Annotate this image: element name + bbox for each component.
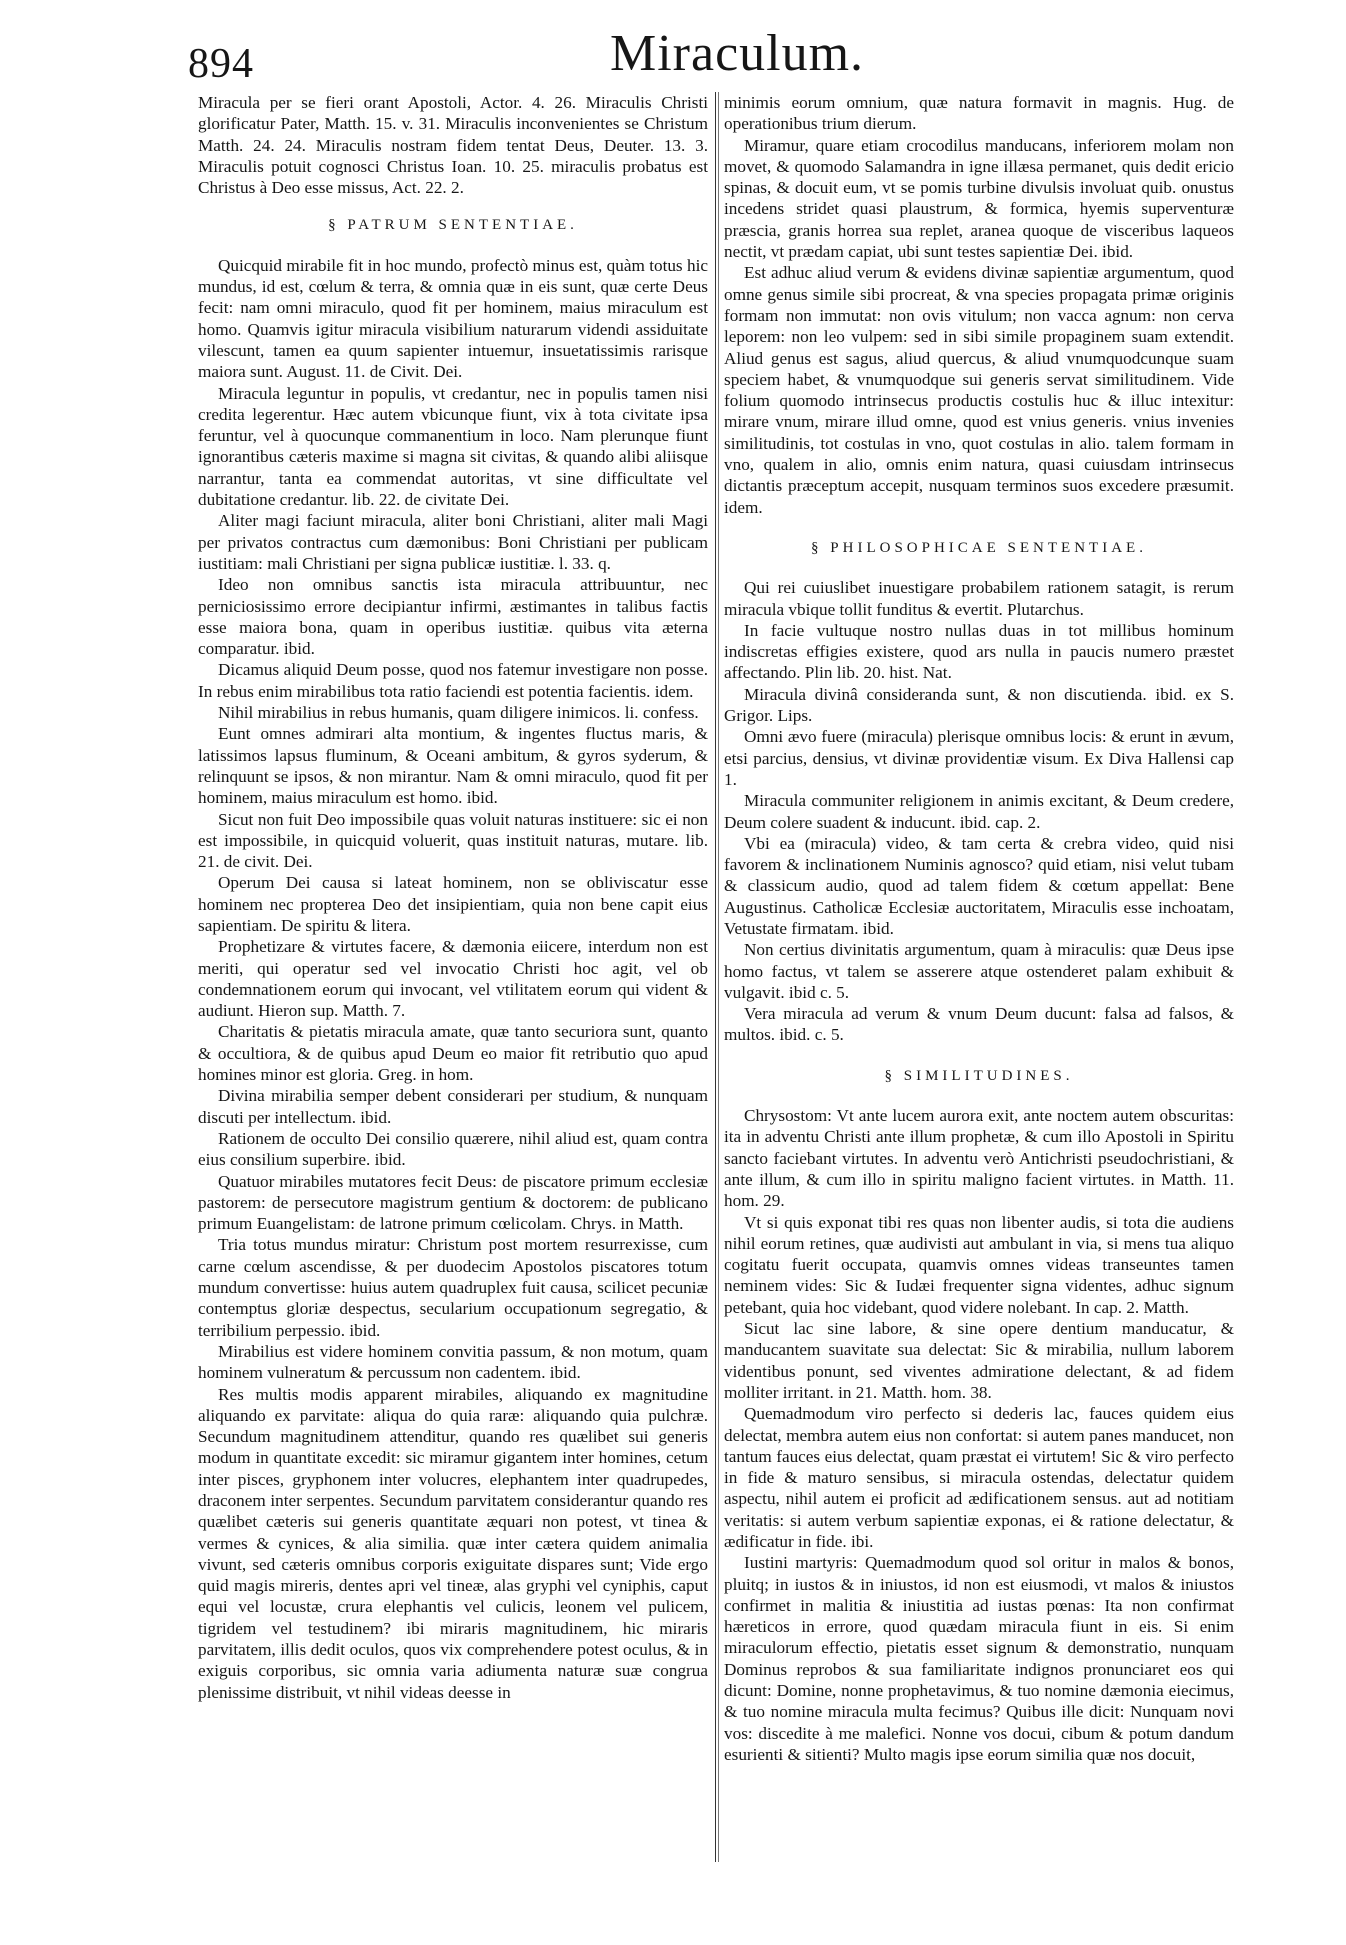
section-heading: § SIMILITUDINES. xyxy=(884,1067,1074,1084)
paragraph: Ideo non omnibus sanctis ista miracula attribuuntur, nec perniciosissimo errore decipiantur infirmi, æstimantes in talibus factis esse maiora bona, quam in operibus iustitiæ. quibus vita æterna comparatur. ibid. xyxy=(198,575,708,659)
paragraph: Aliter magi faciunt miracula, aliter boni Christiani, aliter mali Magi per privatos contractus cum dæmonibus: Boni Christiani per publicam iustitiam: mali Christiani per signa publicæ iustitiæ. l. 33. q. xyxy=(198,511,708,573)
philosophical-paragraphs xyxy=(724,577,1234,1046)
paragraph: Prophetizare & virtutes facere, & dæmonia eiicere, interdum non est meriti, qui operatur sed vel invocatio Christi hoc agit, vel ob condemnationem eorum qui invocant, vel vtilitatem eorum qui vident & audiunt. Hieron sup. Matth. 7. xyxy=(198,937,708,1021)
paragraph: Dicamus aliquid Deum posse, quod nos fatemur investigare non posse. In rebus enim mirabilibus tota ratio faciendi est potentia facientis. idem. xyxy=(198,660,708,701)
paragraph: Qui rei cuiuslibet inuestigare probabilem rationem satagit, is rerum miracula vbique tollit funditus & evertit. Plutarchus. xyxy=(724,578,1234,619)
paragraph: Miracula communiter religionem in animis excitant, & Deum credere, Deum colere suadent & inducunt. ibid. cap. 2. xyxy=(724,791,1234,832)
paragraph: Miramur, quare etiam crocodilus manducans, inferiorem molam non movet, & quomodo Salamandra in igne illæsa permanet, quis dedit ericio spinas, & docuit eum, vt se pomis turbine divulsis involuat quib. onustus incedens stridet quasi plaustrum, & formica, hyemis superventuræ præscia, granis horrea sua replet, aranea quoque de visceribus laqueos nectit, vt prædam capiat, ubi sunt testes sapientiæ Dei. ibid. xyxy=(724,135,1234,262)
running-head: Miraculum. xyxy=(610,25,865,82)
paragraph: Omni ævo fuere (miracula) plerisque omnibus locis: & erunt in ævum, etsi parcius, densius, vt divinæ providentiæ visum. Ex Diva Hallensi cap 1. xyxy=(724,727,1234,789)
paragraph: Miracula leguntur in populis, vt credantur, nec in populis tamen nisi credita legerentur. Hæc autem vbicunque fiunt, vix à tota civitate ipsa feruntur, vel à quocunque commanentium in loco. Nam plerunque fiunt ignorantibus cæteris maxime si magna sit civitas, & quando alibi aliisque narrantur, tanta ea commendat autoritas, vt sine difficultate vel dubitatione credantur. lib. 22. de civitate Dei. xyxy=(198,383,708,510)
paragraph: Eunt omnes admirari alta montium, & ingentes fluctus maris, & latissimos lapsus fluminum, & Oceani ambitum, & gyros syderum, & relinquunt se ipsos, & non mirantur. Nam & omni miraculo, quod fit per hominem, maius miraculum est homo. ibid. xyxy=(198,724,708,808)
page-number: 894 xyxy=(188,41,254,87)
column-divider-inner xyxy=(718,92,719,1862)
similitude-paragraphs xyxy=(724,1105,1234,1765)
paragraph: Operum Dei causa si lateat hominem, non se obliviscatur esse hominem nec propterea Deo det insipientiam, quia non bene capit eius sapientiam. De spiritu & litera. xyxy=(198,873,708,935)
section-heading: § PHILOSOPHICAE SENTENTIAE. xyxy=(811,539,1147,556)
paragraph: Nihil mirabilius in rebus humanis, quam diligere inimicos. li. confess. xyxy=(218,703,699,723)
left-column xyxy=(198,92,708,1703)
paragraph: Est adhuc aliud verum & evidens divinæ sapientiæ argumentum, quod omne genus simile sibi procreat, & vna species propagata primæ originis formam non immutat: non ovis vitulum; non vacca agnum: non cerva leporem: non leo vulpem: sed in sibi simile propaginem suam extendit. Aliud genus est sagus, aliud quercus, & aliud vnumquodcunque suam speciem habet, & vnumquodque sui generis servat similitudinem. Vide folium quomodo intrinsecus productis costulis huc & illuc intexitur: mirare vnum, mirare illud omne, quod est vnius generis. vnius invenies similitudinis, tot costulas in vno, quot costulas in alio. talem formam in vno, qualem in alio, omnis enim natura, quasi cuiusdam intrinsecus dictantis præceptum accepit, nusquam terminos suos excedere præsumit. idem. xyxy=(724,263,1234,517)
paragraph: Vt si quis exponat tibi res quas non libenter audis, si tota die audiens nihil eorum retines, quæ audivisti aut ambulant in via, si mens tua aliquo cogitatu fuerit occupata, quamvis omnes videas transeuntes tamen neminem vides: Sic & Iudæi frequenter signa videntes, adhuc signum petebant, quia hoc videbant, quod videre nolebant. In cap. 2. Matth. xyxy=(724,1212,1234,1317)
paragraph: Sicut lac sine labore, & sine opere dentium manducatur, & manducantem suavitate sua delectat: Sic & mirabilia, nullum laborem videntibus ponunt, sed viventes admiratione delectant, & ad fidem molliter irritant. in 21. Matth. hom. 38. xyxy=(724,1319,1234,1402)
paragraph: Quicquid mirabile fit in hoc mundo, profectò minus est, quàm totus hic mundus, id est, cœlum & terra, & omnia quæ in eis sunt, quæ certe Deus fecit: nam omni miraculo, quod fit per hominem, maius miraculum est homo. Quamvis igitur miracula visibilium naturarum videndi assiduitate vilescunt, tamen ea quum sapienter intuemur, insuetatissimis rarisque maiora sunt. August. 11. de Civit. Dei. xyxy=(198,255,708,382)
paragraph: Rationem de occulto Dei consilio quærere, nihil aliud est, quam contra eius consilium superbire. ibid. xyxy=(198,1128,708,1170)
paragraph: Res multis modis apparent mirabiles, aliquando ex magnitudine aliquando ex parvitate: aliqua do quia raræ: aliquando quia pulchræ. Secundum magnitudinem attenditur, quando res quælibet sui generis modum in quantitate excedit: sic miramur gigantem inter homines, cetum inter pisces, gryphonem inter volucres, elephantem inter quadrupedes, draconem inter serpentes. Secundum parvitatem considerantur quando res quælibet cæteris sui generis quantitate æquari non potest, vt tinea & vermes & cynices, & alia similia. quæ inter cætera quidem animalia vivunt, sed cæteris omnibus corporis exiguitate dispares sunt; Vide ergo quid magis mireris, dentes apri vel tineæ, alas gryphi vel cyniphis, caput equi vel locustæ, crura elephantis vel culicis, leonem vel pulicem, tigridem vel testudinem? ibi miraris magnitudinem, hic miraris parvitatem, illis dedit oculos, quos vix comprehendere potest oculus, & in exiguis corporibus, sic omnia varia adiumenta naturæ suæ congrua plenissime distribuit, vt nihil videas deesse in xyxy=(198,1384,708,1702)
paragraph: Iustini martyris: Quemadmodum quod sol oritur in malos & bonos, pluitq; in iustos & in iniustos, id non est eiusmodi, vt malos & iniustos confirmet in malitia & iniustitia ad iustas pœnas: Ita non confirmat hæreticos in errore, quod quædam miracula fiunt in eis. Si enim miraculorum effectio, pietatis esset signum & demonstratio, nunquam Dominus reprobos & sua familiaritate indignos pronunciaret eos qui dicunt: Domine, nonne prophetavimus, & tuo nomine dæmonia eiecimus, & tuo nomine miracula multa fecimus? Quibus ille dicit: Nunquam novi vos: discedite à me malefici. Nonne vos docui, cibum & potum dandum esurienti & sitienti? Multo magis ipse eorum similia quæ nos docuit, xyxy=(724,1553,1234,1764)
patristic-paragraphs-continued xyxy=(724,135,1234,518)
paragraph: Tria totus mundus miratur: Christum post mortem resurrexisse, cum carne cœlum ascendisse, & per duodecim Apostolos piscatores totum mundum convertisse: huius autem quadruplex fuit causa, scilicet pecuniæ contemptus gloriæ despectus, secularium occupationum segregatio, & terribilium perpessio. ibid. xyxy=(198,1235,708,1340)
paragraph: Chrysostom: Vt ante lucem aurora exit, ante noctem autem obscuritas: ita in adventu Christi ante illum prophetæ, & cum illo Apostoli in Spiritu sancto faciebant virtutes. In adventu verò Antichristi pseudochristiani, & ante illum, & cum illo in spiritu maligno facient virtutes. in Matth. 11. hom. 29. xyxy=(724,1106,1234,1211)
paragraph: Quatuor mirabiles mutatores fecit Deus: de piscatore primum ecclesiæ pastorem: de persecutore magistrum gentium & doctorem: de publicano primum Euangelistam: de latrone primum cœlicolam. Chrys. in Matth. xyxy=(198,1171,708,1234)
paragraph: Sicut non fuit Deo impossibile quas voluit naturas instituere: sic ei non est impossibile, in quicquid voluerit, quas instituit naturas, mutare. lib. 21. de civit. Dei. xyxy=(198,809,708,872)
scripture-references: Miracula per se fieri orant Apostoli, Actor. 4. 26. Miraculis Christi glorificatur Pater, Matth. 15. v. 31. Miraculis inconvenientes se Christum Matth. 24. 24. Miraculis nostram fidem tentat Deus, Deuter. 13. 3. Miraculis potuit cognosci Christus Ioan. 10. 25. miraculis probatus est Christus à Deo esse missus, Act. 22. 2. xyxy=(198,93,708,198)
right-column xyxy=(724,92,1234,1765)
paragraph: Non certius divinitatis argumentum, quam à miraculis: quæ Deus ipse homo factus, vt talem se asserere atque ostenderet palam exhibuit & vulgavit. ibid c. 5. xyxy=(724,940,1234,1002)
paragraph: In facie vultuque nostro nullas duas in tot millibus hominum indiscretas effigies existere, quod ars nulla in paucis numero præstet affectando. Plin lib. 20. hist. Nat. xyxy=(724,620,1234,683)
paragraph: Vera miracula ad verum & vnum Deum ducunt: falsa ad falsos, & multos. ibid. c. 5. xyxy=(724,1004,1234,1045)
paragraph: Mirabilius est videre hominem convitia passum, & non motum, quam hominem vulneratum & percussum non cadentem. ibid. xyxy=(198,1341,708,1383)
patristic-paragraphs xyxy=(198,255,708,1703)
paragraph: Miracula divinâ consideranda sunt, & non discutienda. ibid. ex S. Grigor. Lips. xyxy=(724,684,1234,726)
paragraph: Quemadmodum viro perfecto si dederis lac, fauces quidem eius delectat, membra autem eius non confortat: si autem panes manducet, non tantum fauces eius delectat, quam præstat ei virtutem! Sic & viro perfecto in fide & maturo sensibus, si miracula ostendas, delectatur quidem aspectu, nihil autem ei proficit ad ædificationem sensus. aut ad notitiam veritatis: si autem verbum sapientiæ exponas, ei & ratione delectatur, & ædificatur in fide. ibi. xyxy=(724,1404,1234,1551)
paragraph: Vbi ea (miracula) video, & tam certa & crebra video, quid nisi favorem & inclinationem Numinis agnosco? quid etiam, nisi velut tubam & classicum audio, quod ad talem fidem & cœtum appellat: Bene Augustinus. Catholicæ Ecclesiæ auctoritatem, Miraculis esse inchoatam, Vetustate firmatam. ibid. xyxy=(724,833,1234,938)
column-divider xyxy=(715,92,716,1862)
paragraph: Charitatis & pietatis miracula amate, quæ tanto securiora sunt, quanto & occultiora, & de quibus apud Deum eo maior fit retributio quo apud homines minor est gloria. Greg. in hom. xyxy=(198,1022,708,1085)
section-heading: § PATRUM SENTENTIAE. xyxy=(328,217,578,234)
continued-paragraph: minimis eorum omnium, quæ natura formavit in magnis. Hug. de operationibus trium dierum. xyxy=(724,93,1234,134)
paragraph: Divina mirabilia semper debent considerari per studium, & nunquam discuti per intellectum. ibid. xyxy=(198,1086,708,1127)
